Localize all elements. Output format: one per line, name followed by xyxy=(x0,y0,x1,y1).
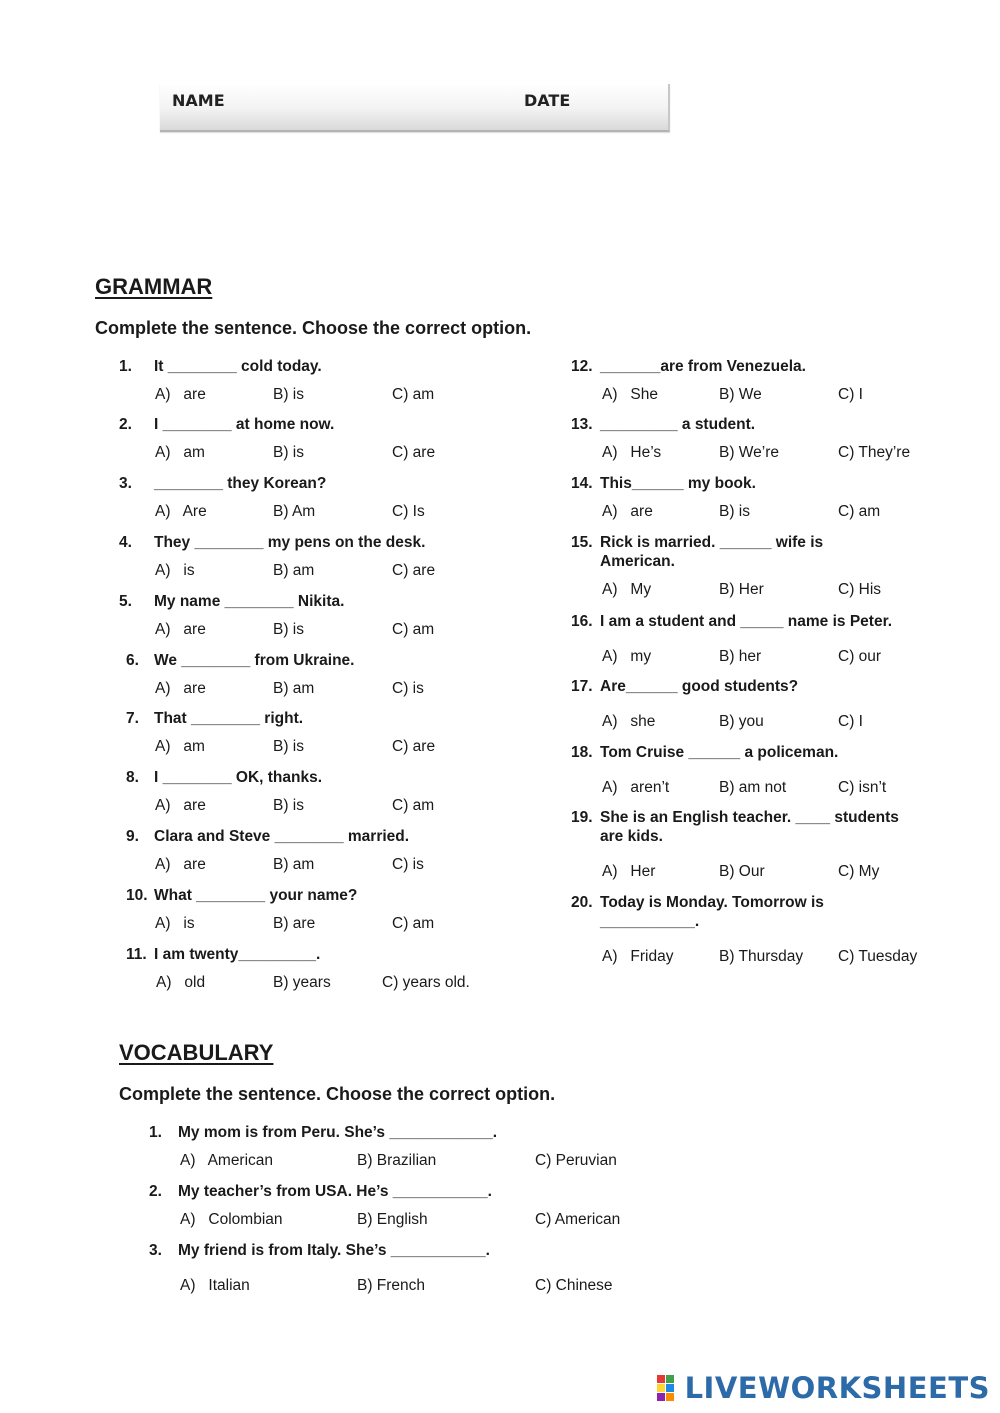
answer-option-a[interactable]: A) She xyxy=(602,386,658,403)
question-number: 15. xyxy=(571,534,593,551)
vocabulary-title: VOCABULARY xyxy=(119,1040,274,1065)
answer-option-b[interactable]: B) is xyxy=(273,797,304,814)
logo-grid-icon xyxy=(657,1375,683,1401)
answer-option-c[interactable]: C) am xyxy=(392,621,435,638)
answer-option-b[interactable]: B) years xyxy=(273,974,331,991)
answer-option-a[interactable]: A) my xyxy=(602,648,652,665)
answer-option-b[interactable]: B) her xyxy=(719,648,762,665)
question-text: What ________ your name? xyxy=(154,887,358,904)
question-number: 20. xyxy=(571,894,593,911)
answer-option-a[interactable]: A) Her xyxy=(602,863,656,880)
answer-option-c[interactable]: C) Is xyxy=(392,503,425,520)
question-text: My mom is from Peru. She’s ____________. xyxy=(178,1124,498,1141)
answer-option-b[interactable]: B) am xyxy=(273,562,315,579)
question-text: This______ my book. xyxy=(600,475,756,492)
name-date-box xyxy=(160,84,670,132)
name-label: NAME xyxy=(172,91,225,110)
answer-option-a[interactable]: A) are xyxy=(155,386,206,403)
answer-option-a[interactable]: A) My xyxy=(602,581,652,598)
answer-option-a[interactable]: A) Italian xyxy=(180,1277,250,1294)
answer-option-c[interactable]: C) am xyxy=(392,915,435,932)
question-text-continued: American. xyxy=(600,553,675,570)
answer-option-c[interactable]: C) My xyxy=(838,863,880,880)
answer-option-a[interactable]: A) aren’t xyxy=(602,779,670,796)
question-text: Rick is married. ______ wife is xyxy=(600,534,824,551)
answer-option-a[interactable]: A) are xyxy=(155,797,206,814)
answer-option-b[interactable]: B) am xyxy=(273,856,315,873)
answer-option-b[interactable]: B) We’re xyxy=(719,444,780,461)
answer-option-a[interactable]: A) American xyxy=(180,1152,274,1169)
question-number: 10. xyxy=(126,887,148,904)
question-number: 18. xyxy=(571,744,593,761)
question-text: That ________ right. xyxy=(154,710,304,727)
answer-option-c[interactable]: C) is xyxy=(392,856,424,873)
vocabulary-instruction: Complete the sentence. Choose the correct option. xyxy=(119,1084,556,1104)
question-number: 3. xyxy=(149,1242,162,1259)
answer-option-c[interactable]: C) am xyxy=(392,797,435,814)
question-number: 2. xyxy=(119,416,132,433)
question-text: Are______ good students? xyxy=(600,678,799,695)
question-text: _________ a student. xyxy=(600,416,756,433)
answer-option-c[interactable]: C) I xyxy=(838,713,863,730)
answer-option-a[interactable]: A) are xyxy=(602,503,653,520)
answer-option-b[interactable]: B) Brazilian xyxy=(357,1152,437,1169)
question-number: 7. xyxy=(126,710,139,727)
answer-option-c[interactable]: C) are xyxy=(392,562,436,579)
answer-option-c[interactable]: C) am xyxy=(392,386,435,403)
answer-option-a[interactable]: A) are xyxy=(155,680,206,697)
question-text: ________ they Korean? xyxy=(154,475,327,492)
answer-option-b[interactable]: B) Am xyxy=(273,503,316,520)
question-number: 12. xyxy=(571,358,593,375)
answer-option-b[interactable]: B) Her xyxy=(719,581,764,598)
answer-option-c[interactable]: C) His xyxy=(838,581,882,598)
answer-option-a[interactable]: A) are xyxy=(155,621,206,638)
answer-option-b[interactable]: B) English xyxy=(357,1211,428,1228)
question-number: 13. xyxy=(571,416,593,433)
answer-option-b[interactable]: B) We xyxy=(719,386,762,403)
answer-option-b[interactable]: B) are xyxy=(273,915,316,932)
answer-option-c[interactable]: C) years old. xyxy=(382,974,470,991)
answer-option-c[interactable]: C) our xyxy=(838,648,882,665)
answer-option-a[interactable]: A) Friday xyxy=(602,948,674,965)
question-text: I ________ OK, thanks. xyxy=(154,769,323,786)
answer-option-b[interactable]: B) you xyxy=(719,713,764,730)
answer-option-c[interactable]: C) are xyxy=(392,738,436,755)
question-number: 1. xyxy=(149,1124,162,1141)
answer-option-a[interactable]: A) Are xyxy=(155,503,207,520)
question-number: 16. xyxy=(571,613,593,630)
answer-option-b[interactable]: B) is xyxy=(719,503,750,520)
date-label: DATE xyxy=(524,91,571,110)
question-number: 4. xyxy=(119,534,132,551)
answer-option-b[interactable]: B) is xyxy=(273,738,304,755)
answer-option-a[interactable]: A) she xyxy=(602,713,656,730)
question-number: 19. xyxy=(571,809,593,826)
question-text: I ________ at home now. xyxy=(154,416,335,433)
question-number: 8. xyxy=(126,769,139,786)
answer-option-c[interactable]: C) They’re xyxy=(838,444,911,461)
question-text: We ________ from Ukraine. xyxy=(154,652,355,669)
question-text: It ________ cold today. xyxy=(154,358,322,375)
answer-option-b[interactable]: B) is xyxy=(273,621,304,638)
answer-option-a[interactable]: A) is xyxy=(155,562,195,579)
grammar-title: GRAMMAR xyxy=(95,274,213,299)
question-text: My name ________ Nikita. xyxy=(154,593,345,610)
answer-option-c[interactable]: C) are xyxy=(392,444,436,461)
answer-option-a[interactable]: A) Colombian xyxy=(180,1211,283,1228)
question-number: 6. xyxy=(126,652,139,669)
question-number: 17. xyxy=(571,678,593,695)
answer-option-b[interactable]: B) French xyxy=(357,1277,426,1294)
question-number: 5. xyxy=(119,593,132,610)
question-text: They ________ my pens on the desk. xyxy=(154,534,426,551)
answer-option-c[interactable]: C) am xyxy=(838,503,881,520)
question-text: Today is Monday. Tomorrow is xyxy=(600,894,824,911)
question-number: 14. xyxy=(571,475,593,492)
answer-option-a[interactable]: A) He’s xyxy=(602,444,662,461)
answer-option-a[interactable]: A) is xyxy=(155,915,195,932)
answer-option-c[interactable]: C) Peruvian xyxy=(535,1152,617,1169)
answer-option-b[interactable]: B) am not xyxy=(719,779,787,796)
answer-option-a[interactable]: A) old xyxy=(156,974,206,991)
question-text-continued: are kids. xyxy=(600,828,663,845)
question-text: She is an English teacher. ____ students xyxy=(600,809,899,826)
answer-option-c[interactable]: C) Chinese xyxy=(535,1277,613,1294)
answer-option-c[interactable]: C) Tuesday xyxy=(838,948,918,965)
answer-option-a[interactable]: A) am xyxy=(155,444,205,461)
question-text: I am twenty_________. xyxy=(154,946,321,963)
answer-option-a[interactable]: A) are xyxy=(155,856,206,873)
question-text: _______are from Venezuela. xyxy=(600,358,806,375)
answer-option-c[interactable]: C) I xyxy=(838,386,863,403)
logo-text: LIVEWORKSHEETS xyxy=(684,1371,990,1405)
grammar-instruction: Complete the sentence. Choose the correct option. xyxy=(95,318,532,338)
answer-option-b[interactable]: B) is xyxy=(273,444,304,461)
answer-option-a[interactable]: A) am xyxy=(155,738,205,755)
question-number: 9. xyxy=(126,828,139,845)
question-text: My friend is from Italy. She’s ___________. xyxy=(178,1242,490,1259)
question-text: I am a student and _____ name is Peter. xyxy=(600,613,893,630)
question-number: 11. xyxy=(126,946,147,963)
answer-option-c[interactable]: C) American xyxy=(535,1211,621,1228)
answer-option-c[interactable]: C) is xyxy=(392,680,424,697)
answer-option-b[interactable]: B) Our xyxy=(719,863,765,880)
answer-option-b[interactable]: B) is xyxy=(273,386,304,403)
liveworksheets-logo[interactable] xyxy=(657,1371,990,1405)
question-text-continued: ___________. xyxy=(600,913,700,930)
question-text: Clara and Steve ________ married. xyxy=(154,828,410,845)
question-number: 2. xyxy=(149,1183,162,1200)
answer-option-c[interactable]: C) isn’t xyxy=(838,779,887,796)
answer-option-b[interactable]: B) am xyxy=(273,680,315,697)
question-text: My teacher’s from USA. He’s ___________. xyxy=(178,1183,492,1200)
question-text: Tom Cruise ______ a policeman. xyxy=(600,744,839,761)
question-number: 1. xyxy=(119,358,132,375)
question-number: 3. xyxy=(119,475,132,492)
answer-option-b[interactable]: B) Thursday xyxy=(719,948,804,965)
